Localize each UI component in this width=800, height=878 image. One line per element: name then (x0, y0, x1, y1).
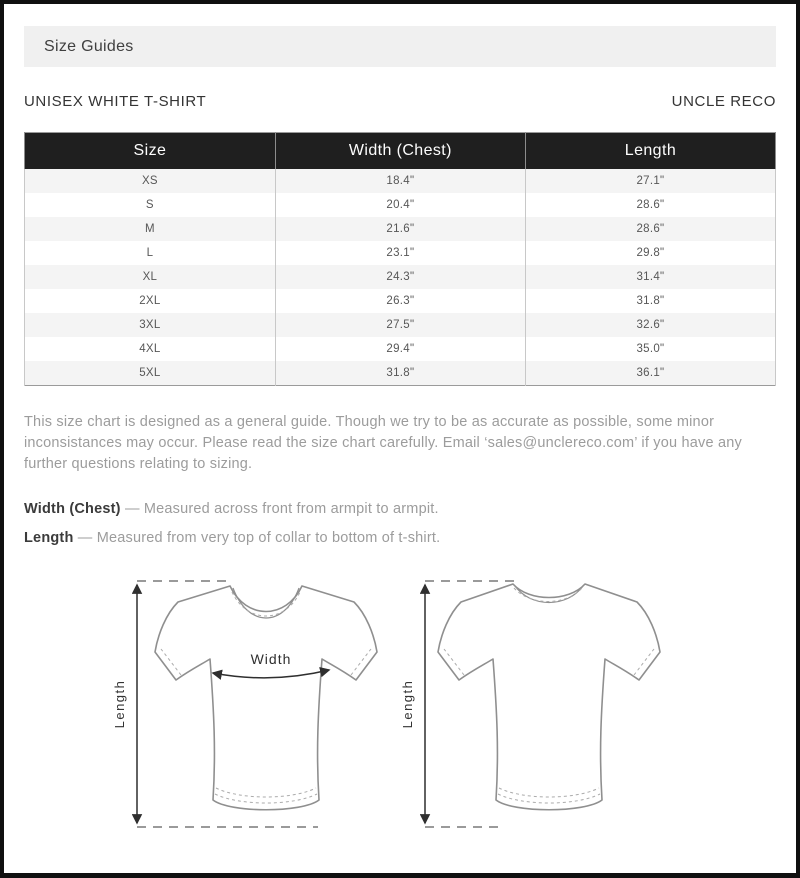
size-cell: 3XL (25, 313, 276, 337)
width-cell: 18.4" (275, 169, 525, 193)
product-header (24, 93, 776, 110)
table-row (25, 361, 776, 386)
width-cell: 23.1" (275, 241, 525, 265)
width-cell: 31.8" (275, 361, 525, 386)
size-cell: XS (25, 169, 276, 193)
tshirt-diagram-svg (4, 562, 796, 847)
length-cell: 27.1" (525, 169, 775, 193)
page-title: Size Guides (44, 37, 134, 55)
measurement-definitions (24, 499, 776, 548)
width-cell: 21.6" (275, 217, 525, 241)
width-cell: 29.4" (275, 337, 525, 361)
length-cell: 28.6" (525, 217, 775, 241)
product-name: UNISEX WHITE T-SHIRT (24, 93, 207, 110)
table-row (25, 217, 776, 241)
width-term: Width (Chest) (24, 501, 121, 517)
size-table (24, 132, 776, 386)
table-row (25, 169, 776, 193)
length-definition (24, 528, 776, 548)
size-cell: XL (25, 265, 276, 289)
table-row (25, 193, 776, 217)
width-definition (24, 499, 776, 519)
column-header-width: Width (Chest) (275, 133, 525, 170)
disclaimer-text: This size chart is designed as a general guide. Though we try to be as accurate as possible, some minor inconsistances may occur. Please read the size chart carefully. Email ‘sales@unclereco.com’ if you have any further questions relating to sizing. (24, 414, 742, 472)
back-tshirt-illustration (400, 581, 660, 827)
front-shirt-outline (155, 586, 377, 810)
brand-name: UNCLE RECO (671, 93, 776, 110)
table-row (25, 313, 776, 337)
length-cell: 36.1" (525, 361, 775, 386)
size-cell: M (25, 217, 276, 241)
size-cell: S (25, 193, 276, 217)
tshirt-measurement-diagram (4, 562, 796, 852)
table-header-row (25, 133, 776, 170)
length-cell: 35.0" (525, 337, 775, 361)
size-cell: 5XL (25, 361, 276, 386)
front-tshirt-illustration (112, 581, 377, 827)
length-cell: 28.6" (525, 193, 775, 217)
back-length-label: Length (400, 679, 415, 729)
table-row (25, 289, 776, 313)
length-cell: 32.6" (525, 313, 775, 337)
page-title-band (24, 26, 776, 67)
back-shirt-outline (438, 584, 660, 810)
front-length-label: Length (112, 679, 127, 729)
table-row (25, 265, 776, 289)
column-header-length: Length (525, 133, 775, 170)
size-cell: 4XL (25, 337, 276, 361)
column-header-size: Size (25, 133, 276, 170)
length-cell: 31.8" (525, 289, 775, 313)
width-cell: 24.3" (275, 265, 525, 289)
size-cell: 2XL (25, 289, 276, 313)
front-width-label: Width (250, 651, 292, 667)
size-cell: L (25, 241, 276, 265)
width-description: — Measured across front from armpit to armpit. (124, 501, 439, 517)
width-cell: 20.4" (275, 193, 525, 217)
table-row (25, 337, 776, 361)
length-term: Length (24, 530, 74, 546)
width-cell: 27.5" (275, 313, 525, 337)
length-description: — Measured from very top of collar to bottom of t-shirt. (77, 530, 441, 546)
table-row (25, 241, 776, 265)
width-cell: 26.3" (275, 289, 525, 313)
length-cell: 31.4" (525, 265, 775, 289)
length-cell: 29.8" (525, 241, 775, 265)
